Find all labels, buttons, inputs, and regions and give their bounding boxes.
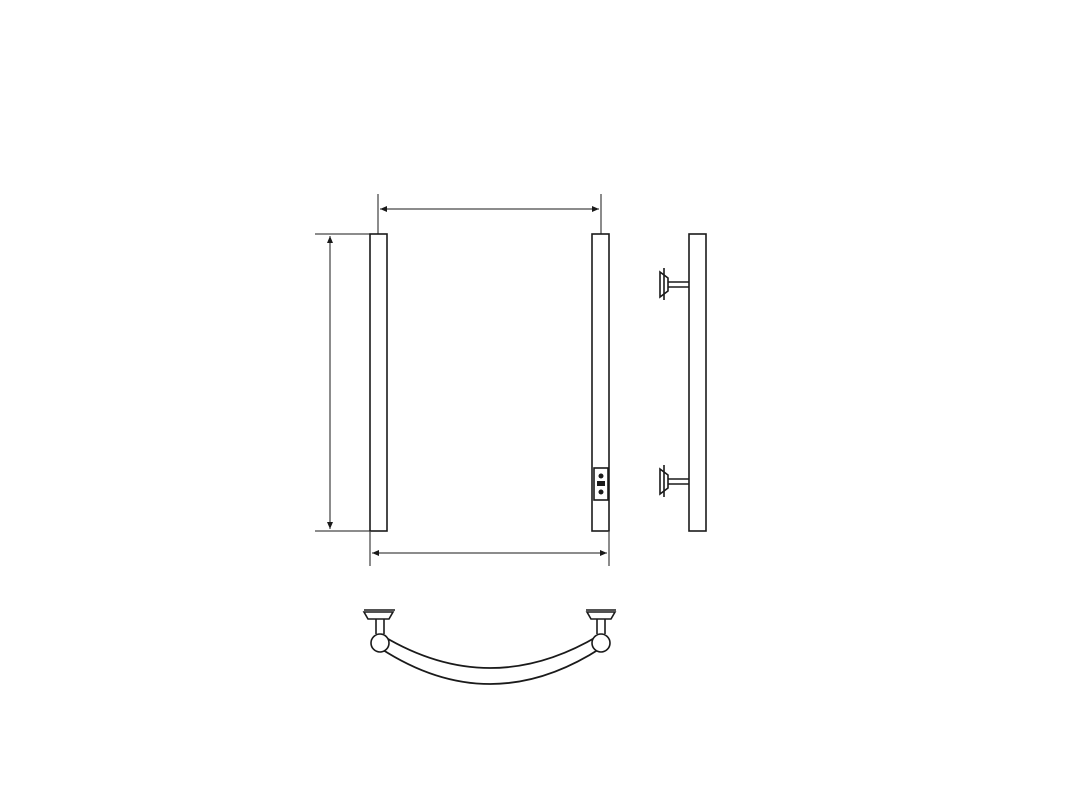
dimension-432 <box>370 532 609 566</box>
dimension-600 <box>315 234 370 531</box>
side-post <box>689 234 706 531</box>
wall-mount-top <box>660 268 689 300</box>
side-view <box>660 234 706 531</box>
top-right-end <box>586 610 616 652</box>
wall-mount-bottom <box>660 465 689 497</box>
dimension-400 <box>378 194 601 234</box>
top-view <box>364 610 616 684</box>
left-post <box>370 234 387 531</box>
top-left-end <box>364 610 395 652</box>
control-box <box>594 468 608 500</box>
front-view <box>370 234 609 531</box>
